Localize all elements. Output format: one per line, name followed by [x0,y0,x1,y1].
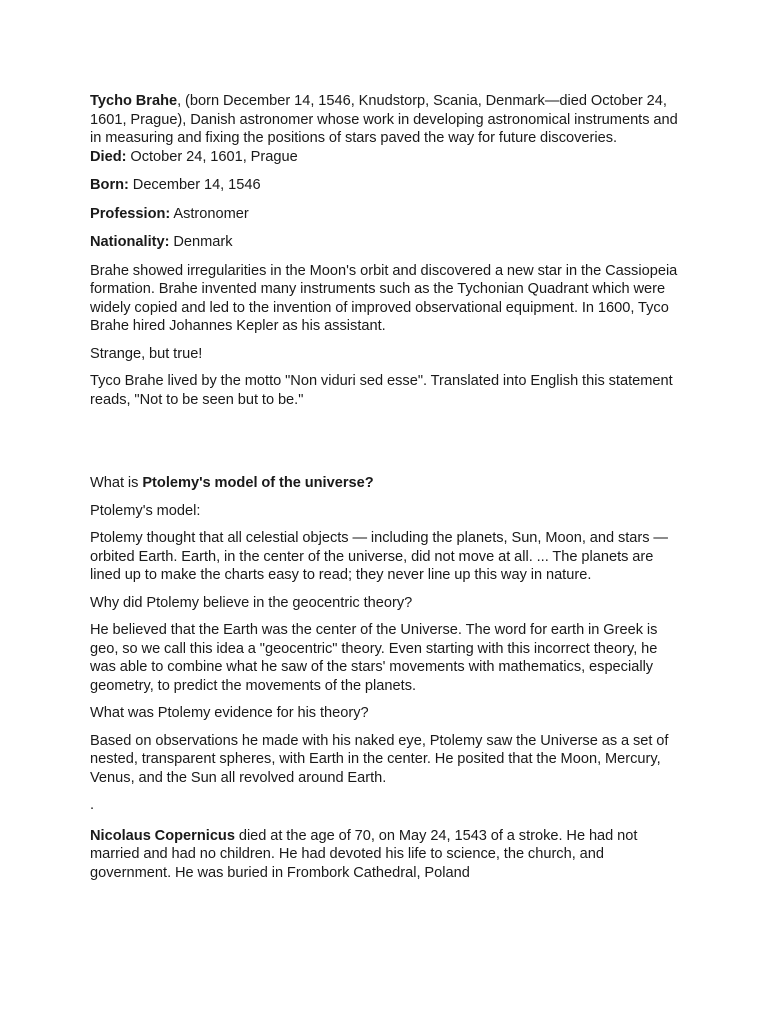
fact-profession-label: Profession: [90,205,171,222]
ptolemy-model-label: Ptolemy's model: [90,502,201,519]
ptolemy-why-answer: He believed that the Earth was the center of the Universe. The word for earth in Greek is geo, so we call this idea a "geocentric" theory. Even starting with this incorrect theory, he was able to combine what he saw of the stars' movements with mathematics, especially geometry, to predict the movements of the planets. [90,622,658,694]
fact-died-label: Died: [90,148,127,165]
ptolemy-question-prefix: What is [90,475,143,491]
fact-profession [90,205,680,224]
brahe-intro-paragraph [90,92,680,148]
fact-nationality-label: Nationality: [90,234,170,250]
ptolemy-question [90,474,680,493]
copernicus-text: died at the age of 70, on May 24, 1543 of a stroke. He had not married and had no children. He had devoted his life to science, the church, and government. He was buried in Frombork Cathedral, Poland [90,827,638,881]
brahe-motto-paragraph: Tyco Brahe lived by the motto "Non viduri sed esse". Translated into English this statement reads, "Not to be seen but to be." [90,373,673,408]
fact-nationality [90,233,680,252]
ptolemy-evidence-question: What was Ptolemy evidence for his theory? [90,705,369,721]
brahe-name: Tycho Brahe [90,93,178,109]
fact-died [90,148,680,167]
copernicus-paragraph [90,827,680,883]
fact-died-value: October 24, 1601, Prague [126,148,298,165]
brahe-bio-paragraph: Brahe showed irregularities in the Moon's orbit and discovered a new star in the Cassiopeia formation. Brahe invented many instruments such as the Tychonian Quadrant which were widely copied and led to the invention of improved observational equipment. In 1600, Tyco Brahe hired Johannes Kepler as his assistant. [90,262,678,334]
fact-born [90,176,680,195]
fact-profession-value: Astronomer [170,205,249,222]
section-gap [90,418,680,474]
ptolemy-why-question: Why did Ptolemy believe in the geocentric theory? [90,594,413,611]
ptolemy-question-bold: Ptolemy's model of the universe? [142,475,374,491]
copernicus-name: Nicolaus Copernicus [90,827,235,844]
fact-nationality-value: Denmark [169,234,233,250]
document-page [90,92,680,891]
fact-born-label: Born: [90,177,129,193]
ptolemy-evidence-answer: Based on observations he made with his naked eye, Ptolemy saw the Universe as a set of nested, transparent spheres, with Earth in the center. He posited that the Moon, Mercury, Venus, and the Sun all revolved around Earth. [90,732,669,786]
separator-dot: . [90,797,95,813]
ptolemy-model-paragraph: Ptolemy thought that all celestial objects — including the planets, Sun, Moon, and stars — orbited Earth. Earth, in the center of the universe, did not move at all. ... The planets are lined up to make the charts easy to read; they never line up this way in nature. [90,530,669,583]
fact-born-value: December 14, 1546 [128,177,261,193]
brahe-intro-text: , (born December 14, 1546, Knudstorp, Scania, Denmark—died October 24, 1601, Prague), Danish astronomer whose work in developing astronomical instruments and in measuring and fixing the positions of stars paved the way for future discoveries. [90,93,678,146]
strange-but-true: Strange, but true! [90,345,203,362]
